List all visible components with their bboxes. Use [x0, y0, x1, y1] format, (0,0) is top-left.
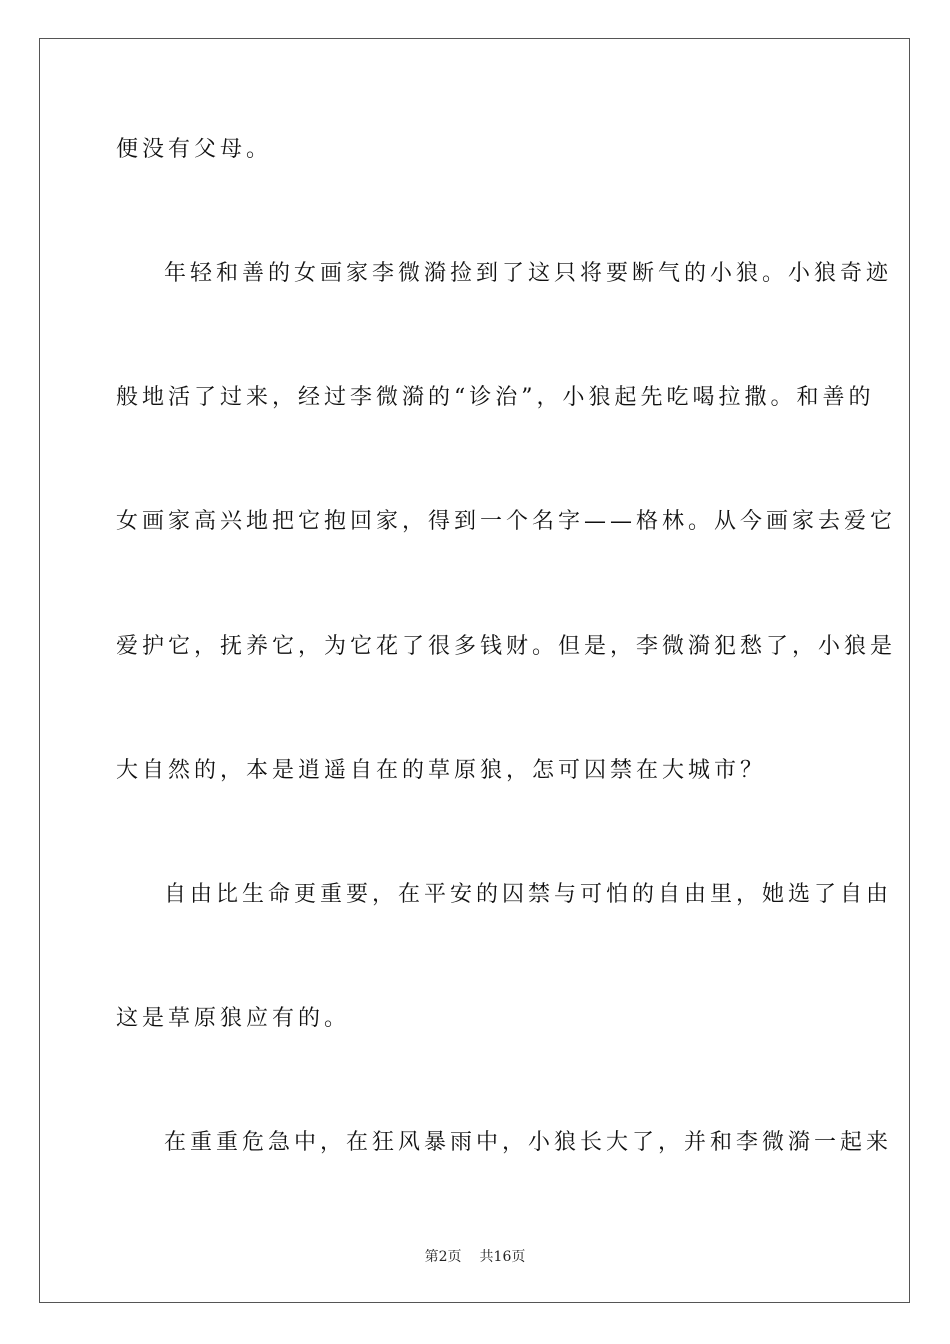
paragraph-line: 爱护它，抚养它，为它花了很多钱财。但是，李微漪犯愁了，小狼是: [116, 634, 897, 659]
paragraph-line: 年轻和善的女画家李微漪捡到了这只将要断气的小狼。小狼奇迹: [164, 261, 893, 286]
paragraph-line: 在重重危急中，在狂风暴雨中，小狼长大了，并和李微漪一起来: [164, 1130, 893, 1155]
page-border: [39, 38, 910, 1303]
page-number: 第2页: [424, 1249, 462, 1265]
paragraph-line: 大自然的，本是逍遥自在的草原狼，怎可囚禁在大城市？: [116, 758, 767, 783]
page-total: 共16页: [479, 1249, 526, 1265]
paragraph-line: 女画家高兴地把它抱回家，得到一个名字——格林。从今画家去爱它: [116, 509, 897, 534]
paragraph-line: 般地活了过来，经过李微漪的“诊治”，小狼起先吃喝拉撒。和善的: [116, 385, 875, 410]
paragraph-line: 便没有父母。: [116, 137, 273, 162]
page-footer: [0, 1248, 950, 1266]
paragraph-line: 自由比生命更重要，在平安的囚禁与可怕的自由里，她选了自由: [164, 882, 893, 907]
paragraph-line: 这是草原狼应有的。: [116, 1006, 351, 1031]
